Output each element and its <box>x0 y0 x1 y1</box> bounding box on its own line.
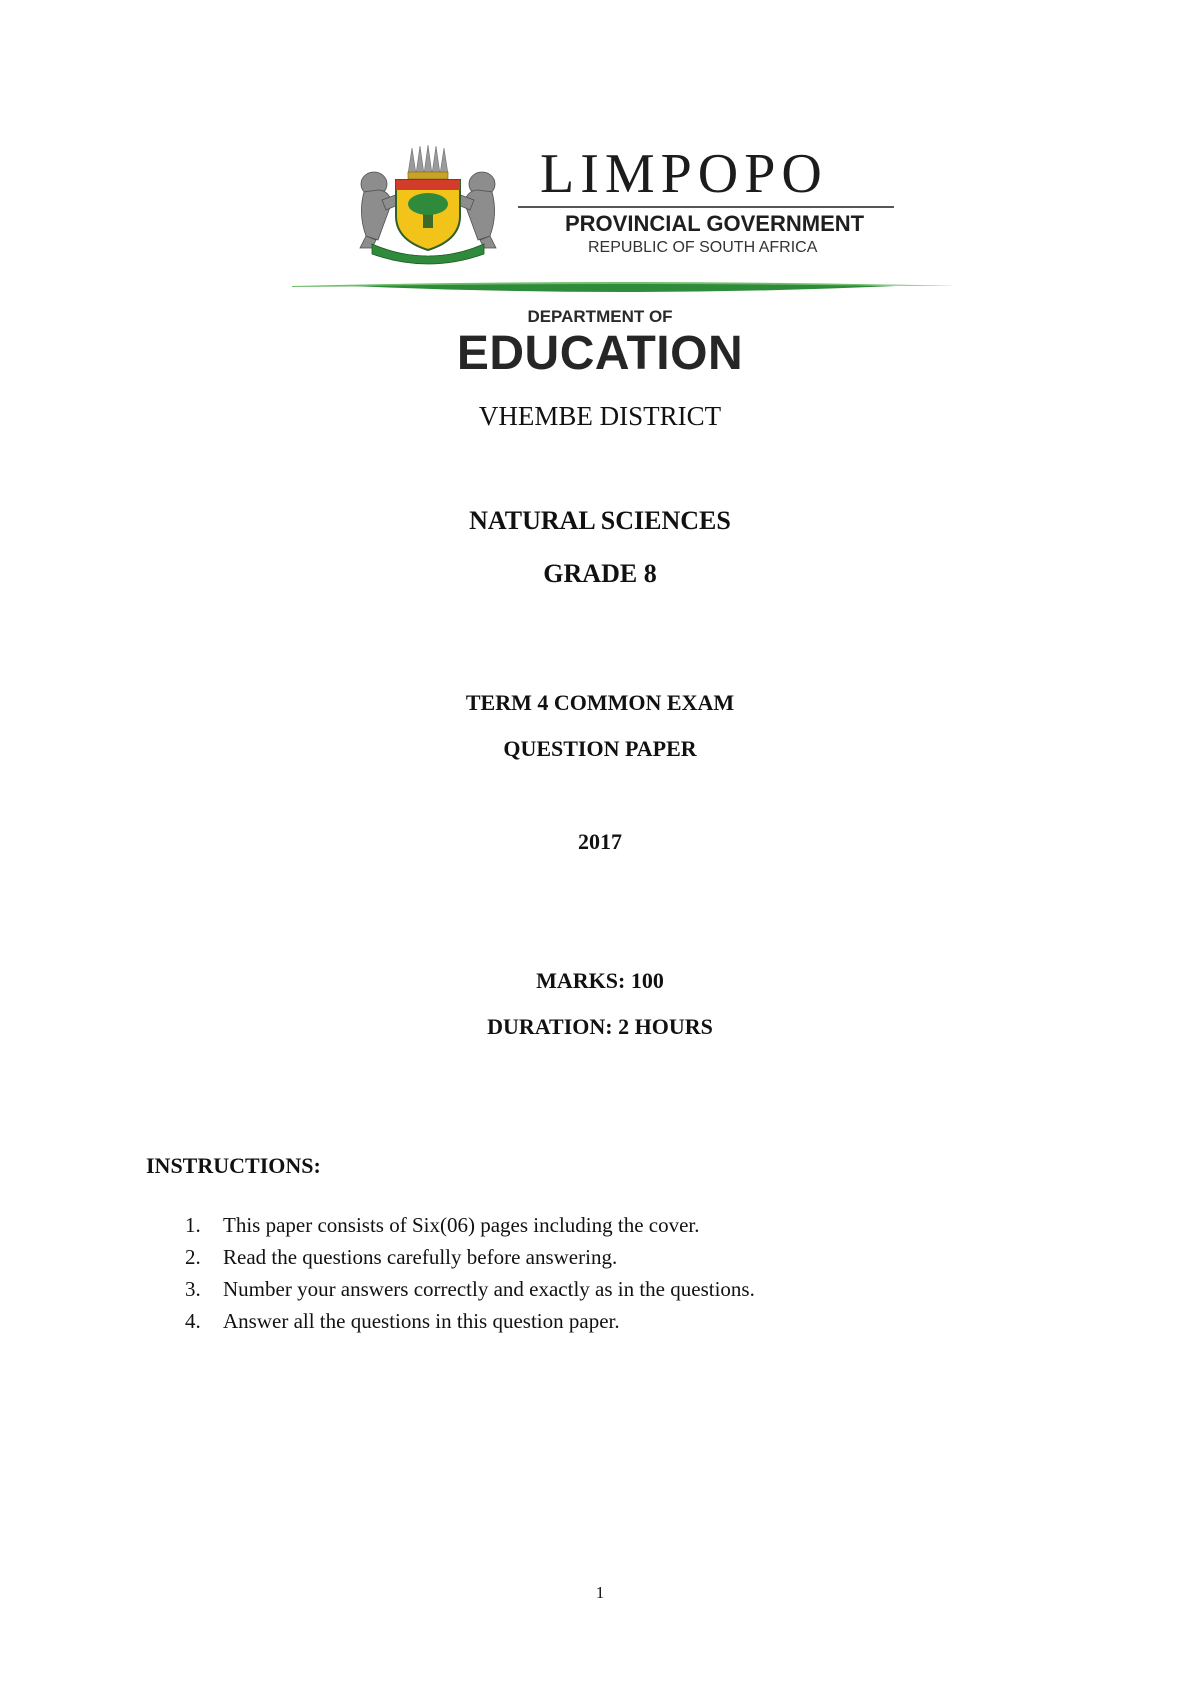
instruction-number: 1. <box>185 1213 201 1237</box>
instructions-list <box>185 1209 755 1337</box>
exam-year: 2017 <box>578 829 622 854</box>
instruction-text: Answer all the questions in this question paper. <box>223 1309 620 1333</box>
instruction-text: This paper consists of Six(06) pages including the cover. <box>223 1213 700 1237</box>
instruction-text: Read the questions carefully before answering. <box>223 1245 618 1269</box>
total-marks: MARKS: 100 <box>536 968 664 993</box>
instruction-item <box>185 1305 755 1337</box>
instruction-item <box>185 1273 755 1305</box>
country-label: REPUBLIC OF SOUTH AFRICA <box>588 239 818 256</box>
instruction-item <box>185 1209 755 1241</box>
title-divider <box>518 206 894 208</box>
instruction-text: Number your answers correctly and exactly as in the questions. <box>223 1277 755 1301</box>
exam-type: TERM 4 COMMON EXAM <box>465 690 735 715</box>
department-name: EDUCATION <box>456 327 744 380</box>
district-name: VHEMBE DISTRICT <box>478 401 722 431</box>
instruction-number: 2. <box>185 1245 201 1269</box>
instructions-heading: INSTRUCTIONS: <box>146 1153 321 1178</box>
paper-type: QUESTION PAPER <box>503 736 697 761</box>
instruction-number: 4. <box>185 1309 201 1333</box>
instruction-item <box>185 1241 755 1273</box>
instruction-number: 3. <box>185 1277 201 1301</box>
grade-label: GRADE 8 <box>543 559 657 588</box>
page-number: 1 <box>595 1583 605 1602</box>
department-prefix: DEPARTMENT OF <box>527 307 673 326</box>
subject-title: NATURAL SCIENCES <box>469 506 731 535</box>
green-swoosh-divider <box>292 280 956 294</box>
provincial-government-label: PROVINCIAL GOVERNMENT <box>565 211 865 236</box>
exam-duration: DURATION: 2 HOURS <box>487 1014 713 1039</box>
coat-of-arms-icon <box>352 144 504 266</box>
province-title: LIMPOPO <box>540 143 828 205</box>
